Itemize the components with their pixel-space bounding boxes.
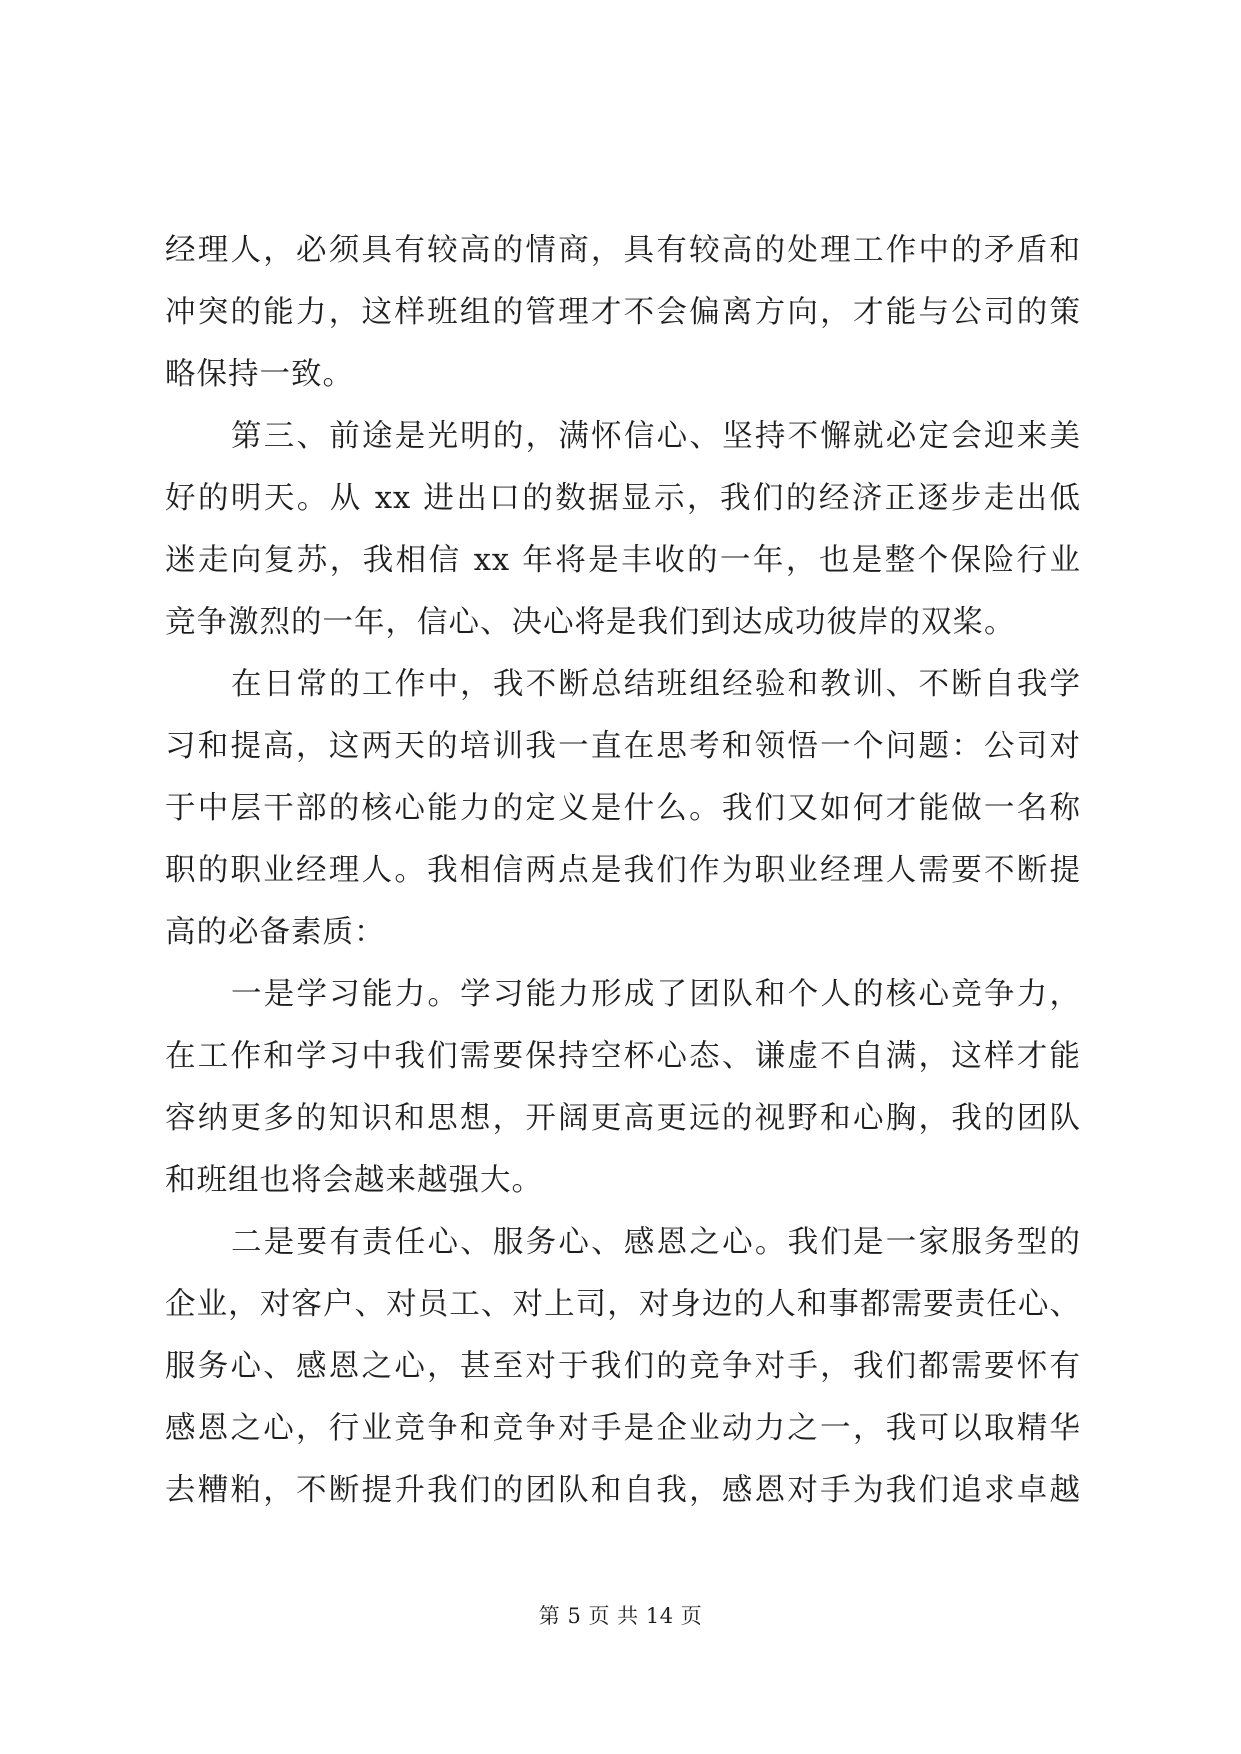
text-line: 容纳更多的知识和思想，开阔更高更远的视野和心胸，我的团队 [165,1101,1081,1136]
page-footer: 第 5 页 共 14 页 [538,1604,703,1628]
text-line: 在工作和学习中我们需要保持空杯心态、谦虚不自满，这样才能 [165,1039,1081,1074]
text-line: 企业，对客户、对员工、对上司，对身边的人和事都需要责任心、 [165,1287,1081,1322]
paragraph-first-line: 第三、前途是光明的，满怀信心、坚持不懈就必定会迎来美 [231,419,1081,454]
text-line: 习和提高，这两天的培训我一直在思考和领悟一个问题：公司对 [165,729,1081,764]
text-line: 服务心、感恩之心，甚至对于我们的竞争对手，我们都需要怀有 [165,1349,1081,1384]
text-line: 职的职业经理人。我相信两点是我们作为职业经理人需要不断提 [165,853,1081,888]
text-line: 冲突的能力，这样班组的管理才不会偏离方向，才能与公司的策 [165,295,1081,330]
text-line: 高的必备素质： [165,915,386,950]
text-line: 经理人，必须具有较高的情商，具有较高的处理工作中的矛盾和 [165,233,1081,268]
text-line: 迷走向复苏，我相信 xx 年将是丰收的一年，也是整个保险行业 [165,543,1081,578]
text-line: 去糟粕，不断提升我们的团队和自我，感恩对手为我们追求卓越 [165,1473,1081,1508]
text-line: 略保持一致。 [165,357,354,392]
text-line: 于中层干部的核心能力的定义是什么。我们又如何才能做一名称 [165,791,1081,826]
paragraph-first-line: 在日常的工作中，我不断总结班组经验和教训、不断自我学 [231,667,1081,702]
text-line: 感恩之心，行业竞争和竞争对手是企业动力之一，我可以取精华 [165,1411,1081,1446]
paragraph-first-line: 二是要有责任心、服务心、感恩之心。我们是一家服务型的 [231,1225,1081,1260]
body-text [165,220,1081,1522]
text-line: 好的明天。从 xx 进出口的数据显示，我们的经济正逐步走出低 [165,481,1081,516]
text-line: 竞争激烈的一年，信心、决心将是我们到达成功彼岸的双桨。 [165,605,1016,640]
text-line: 和班组也将会越来越强大。 [165,1163,543,1198]
paragraph-first-line: 一是学习能力。学习能力形成了团队和个人的核心竞争力， [231,977,1081,1012]
